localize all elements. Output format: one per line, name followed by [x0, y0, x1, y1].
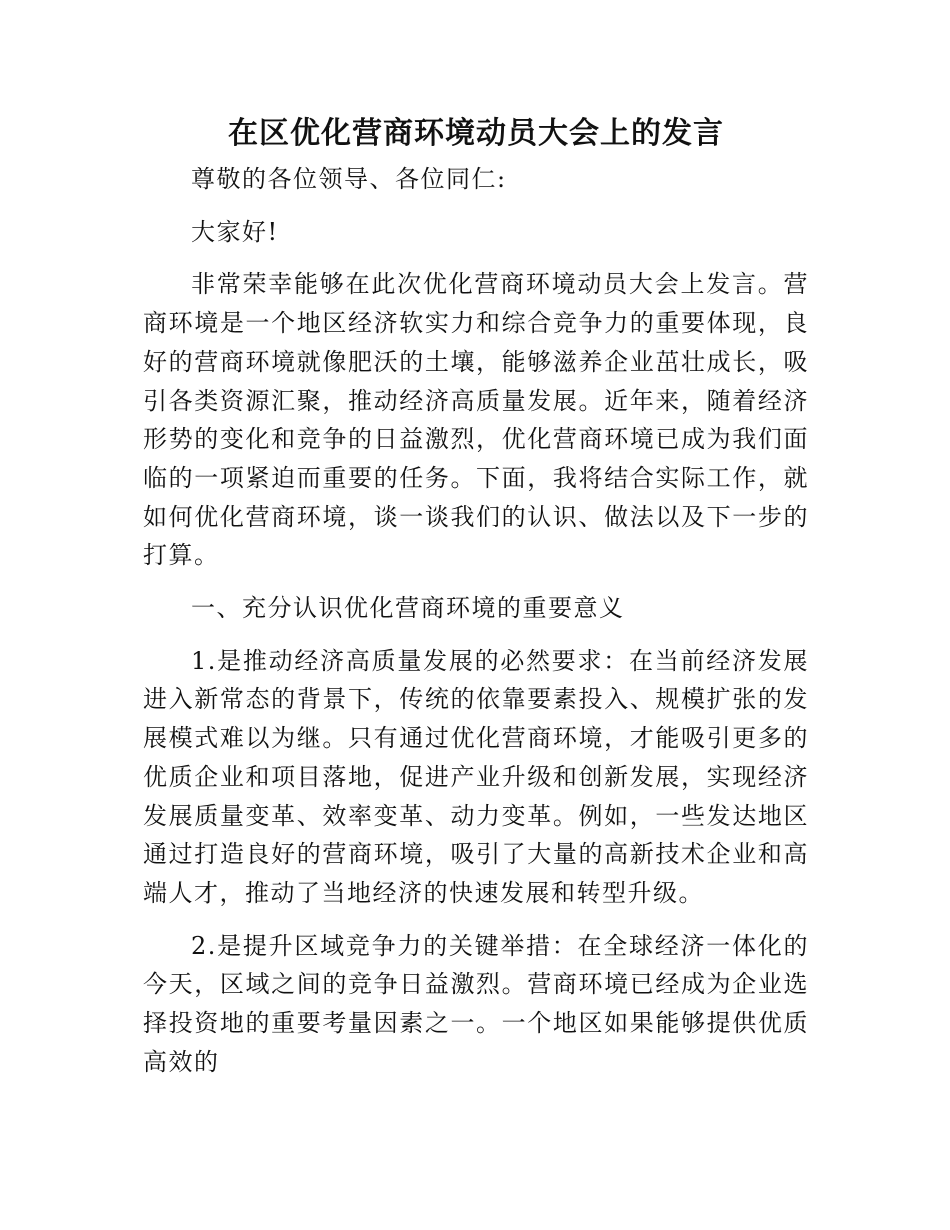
greeting: 大家好!	[191, 217, 279, 246]
document-page	[143, 112, 809, 1095]
point-paragraph: 1.是推动经济高质量发展的必然要求：在当前经济发展进入新常态的背景下，传统的依靠要素投入、规模扩张的发展模式难以为继。只有通过优化营商环境，才能吸引更多的优质企业和项目落地，促进产业升级和创新发展，实现经济发展质量变革、效率变革、动力变革。例如，一些发达地区通过打造良好的营商环境，吸引了大量的高新技术企业和高端人才，推动了当地经济的快速发展和转型升级。	[143, 646, 809, 907]
section-heading: 一、充分认识优化营商环境的重要意义	[191, 594, 625, 623]
intro-paragraph: 非常荣幸能够在此次优化营商环境动员大会上发言。营商环境是一个地区经济软实力和综合竞争力的重要体现，良好的营商环境就像肥沃的土壤，能够滋养企业茁壮成长，吸引各类资源汇聚，推动经济高质量发展。近年来，随着经济形势的变化和竞争的日益激烈，优化营商环境已成为我们面临的一项紧迫而重要的任务。下面，我将结合实际工作，就如何优化营商环境，谈一谈我们的认识、做法以及下一步的打算。	[143, 270, 809, 570]
document-title: 在区优化营商环境动员大会上的发言	[228, 116, 724, 151]
salutation: 尊敬的各位领导、各位同仁:	[191, 165, 507, 193]
point-paragraph: 2.是提升区域竞争力的关键举措：在全球经济一体化的今天，区域之间的竞争日益激烈。营商环境已经成为企业选择投资地的重要考量因素之一。一个地区如果能够提供优质高效的	[143, 931, 809, 1076]
